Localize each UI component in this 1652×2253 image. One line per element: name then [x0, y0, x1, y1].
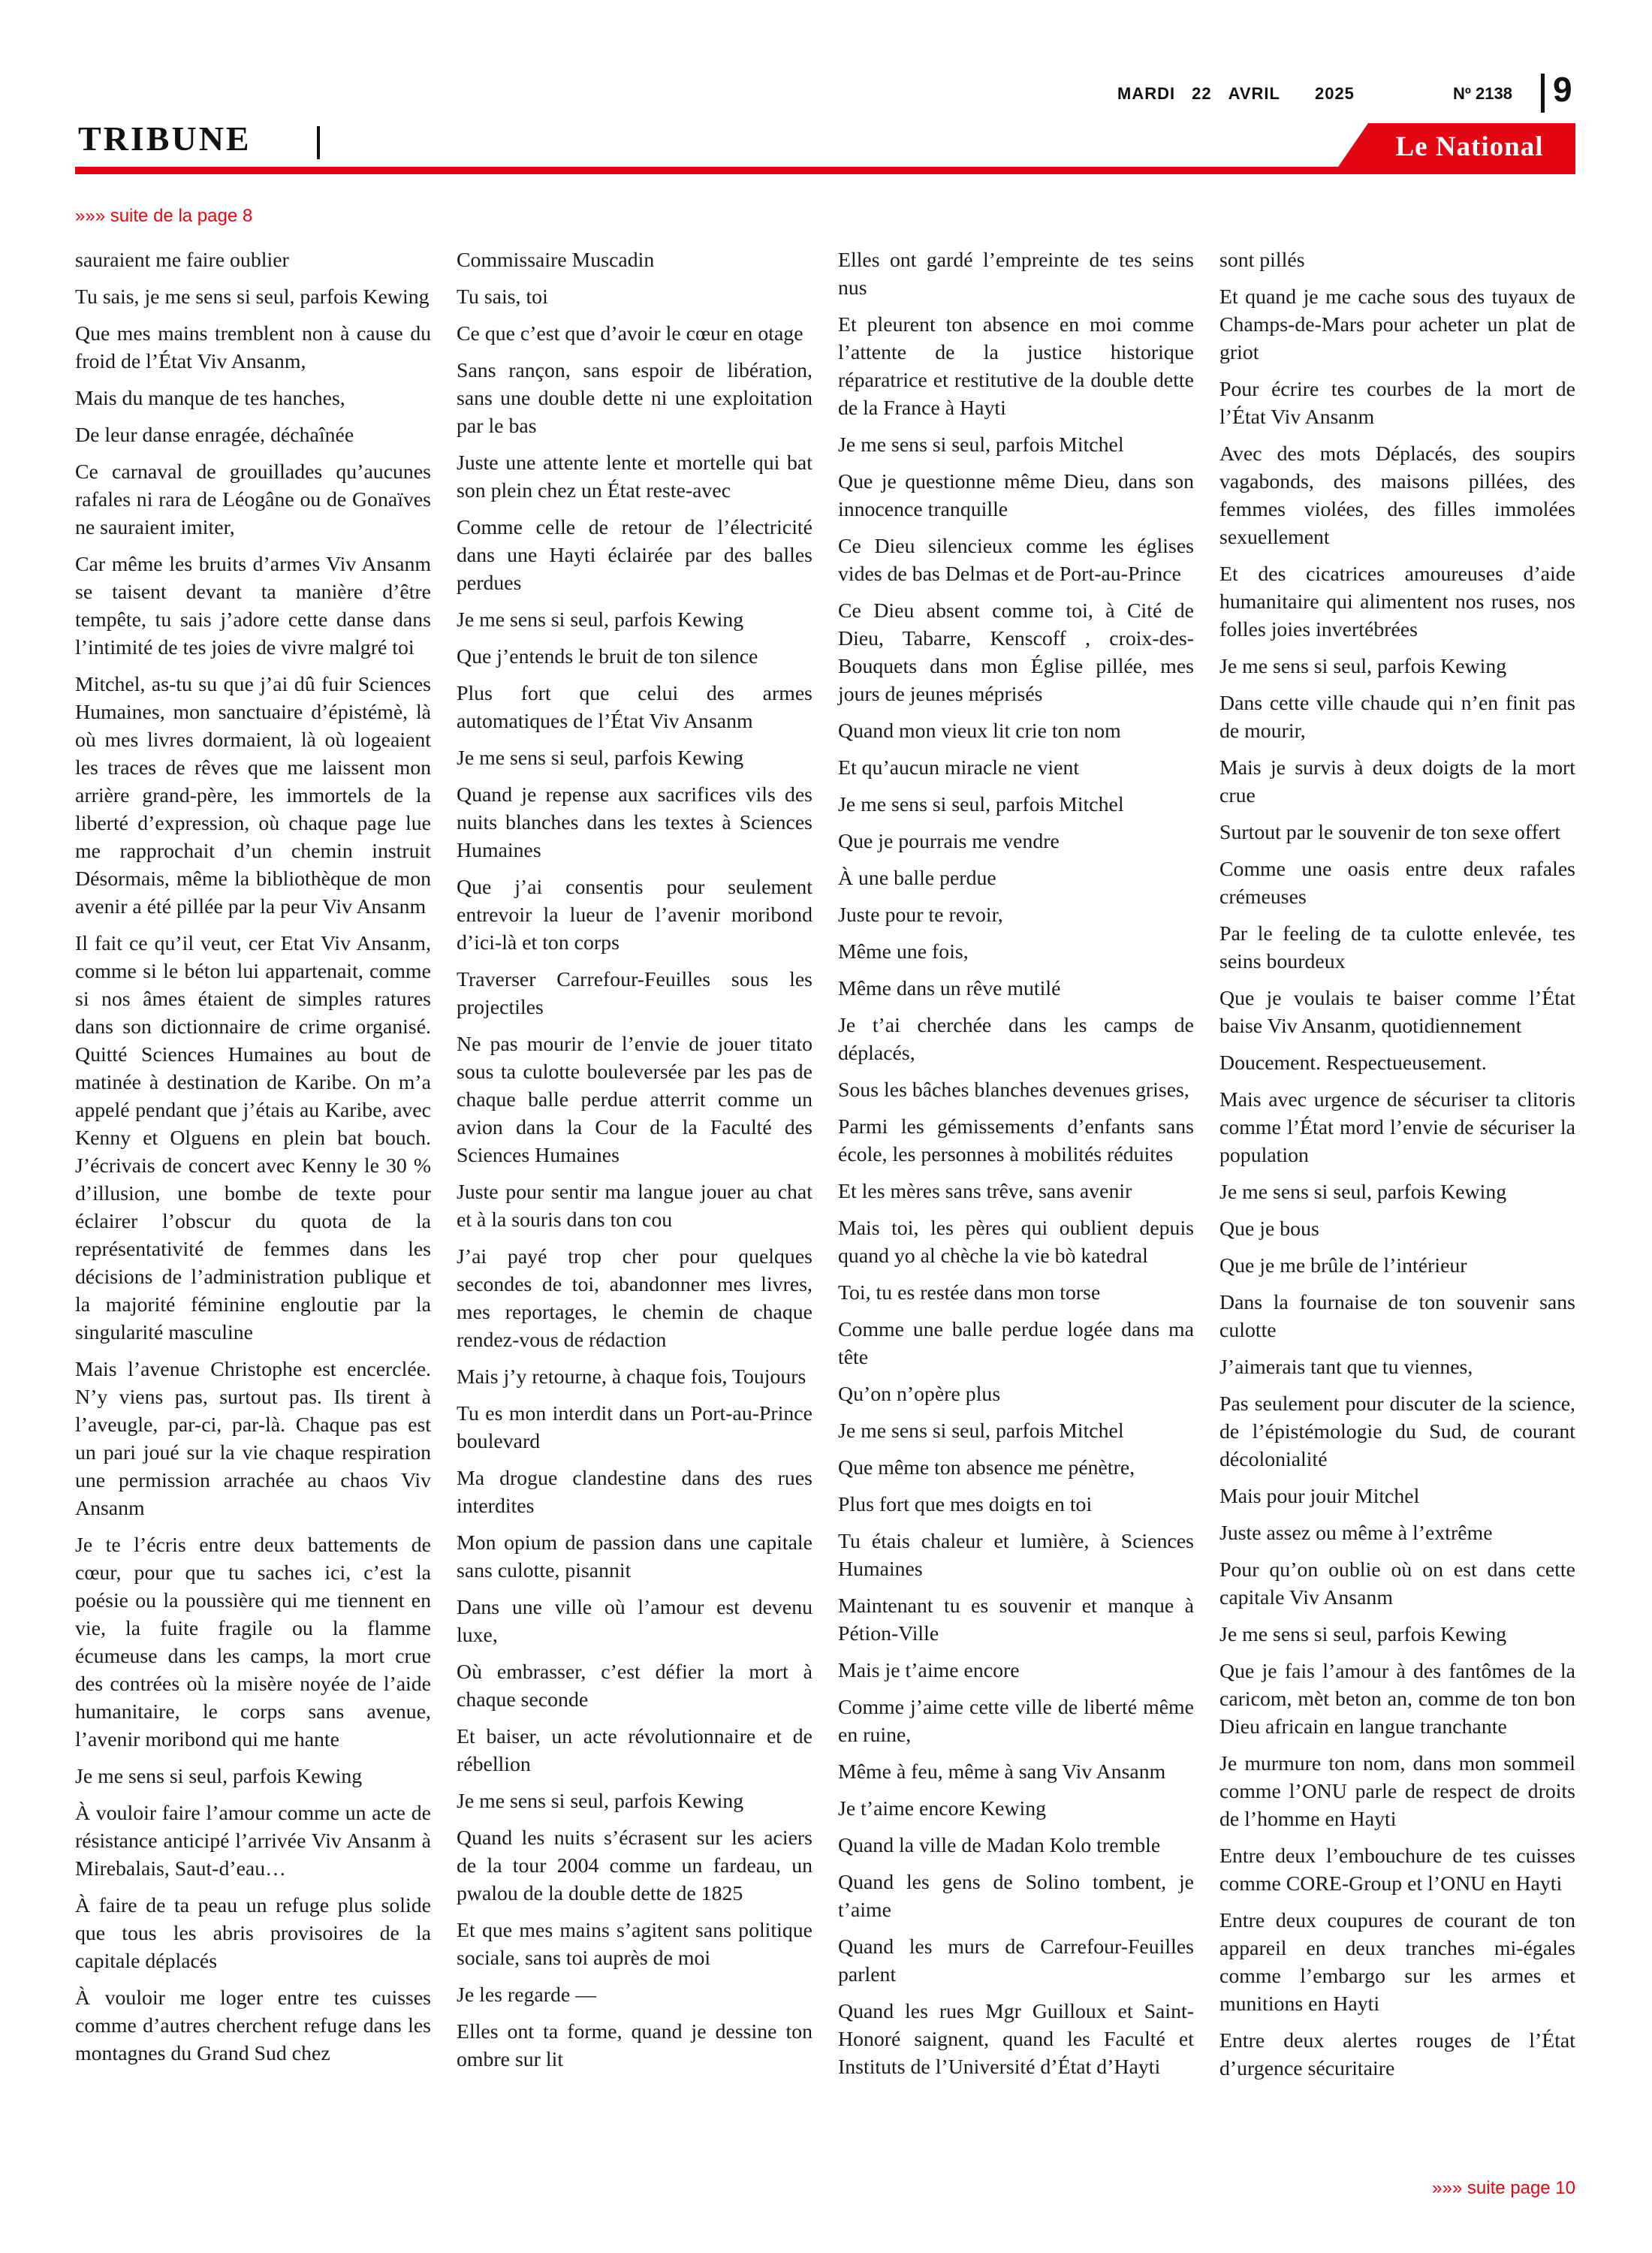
- verse-line: Quand les murs de Carrefour-Feuilles parlent: [838, 1935, 1194, 1986]
- article-column-2: [457, 246, 812, 2083]
- verse-line: Toi, tu es restée dans mon torse: [838, 1281, 1101, 1304]
- verse-line: Je me sens si seul, parfois Kewing: [457, 608, 744, 632]
- header-day: MARDI: [1117, 84, 1176, 103]
- verse-line: Je me sens si seul, parfois Kewing: [1219, 655, 1507, 678]
- verse-line: Mais avec urgence de sécuriser ta clitoris comme l’État mord l’envie de sécuriser la population: [1219, 1088, 1575, 1167]
- verse-line: Mais toi, les pères qui oublient depuis quand yo al chèche la vie bò katedral: [838, 1217, 1194, 1268]
- verse-line: Et des cicatrices amoureuses d’aide humanitaire qui alimentent nos ruses, nos folles joies invertébrées: [1219, 562, 1575, 641]
- verse-line: Sous les bâches blanches devenues grises,: [838, 1078, 1189, 1102]
- header-date-number: 22: [1192, 84, 1212, 103]
- verse-line: Mais j’y retourne, à chaque fois, Toujours: [457, 1365, 806, 1389]
- article-column-4: [1219, 246, 1575, 2092]
- verse-line: Je t’ai cherchée dans les camps de déplacés,: [838, 1014, 1194, 1065]
- header-date: [1117, 84, 1355, 104]
- verse-line: Entre deux alertes rouges de l’État d’urgence sécuritaire: [1219, 2029, 1575, 2080]
- verse-line: À vouloir me loger entre tes cuisses comme d’autres cherchent refuge dans les montagnes du Grand Sud chez: [75, 1986, 431, 2065]
- verse-line: J’aimerais tant que tu viennes,: [1219, 1356, 1473, 1379]
- verse-line: Sans rançon, sans espoir de libération, sans une double dette ni une exploitation par le bas: [457, 359, 812, 438]
- verse-line: Elles ont gardé l’empreinte de tes seins nus: [838, 249, 1194, 300]
- verse-line: De leur danse enragée, déchaînée: [75, 424, 354, 447]
- article-column-3: [838, 246, 1194, 2090]
- verse-line: Je murmure ton nom, dans mon sommeil comme l’ONU parle de respect de droits de l’homme en Hayti: [1219, 1752, 1575, 1831]
- verse-line: Pas seulement pour discuter de la science, de l’épistémologie du Sud, de courant décolonialité: [1219, 1392, 1575, 1471]
- verse-line: Surtout par le souvenir de ton sexe offert: [1219, 821, 1561, 844]
- verse-line: Traverser Carrefour-Feuilles sous les projectiles: [457, 968, 812, 1019]
- verse-line: Que je voulais te baiser comme l’État baise Viv Ansanm, quotidiennement: [1219, 987, 1575, 1038]
- verse-line: Quand les nuits s’écrasent sur les aciers de la tour 2004 comme un fardeau, un pwalou de la double dette de 1825: [457, 1826, 812, 1905]
- verse-line: Par le feeling de ta culotte enlevée, tes seins bourdeux: [1219, 922, 1575, 973]
- verse-line: Même à feu, même à sang Viv Ansanm: [838, 1760, 1166, 1784]
- verse-line: Tu sais, toi: [457, 285, 548, 309]
- verse-line: Pour qu’on oublie où on est dans cette capitale Viv Ansanm: [1219, 1558, 1575, 1609]
- verse-line: Mais du manque de tes hanches,: [75, 387, 345, 410]
- verse-line: sauraient me faire oublier: [75, 249, 289, 272]
- verse-line: Doucement. Respectueusement.: [1219, 1051, 1487, 1075]
- verse-line: Entre deux coupures de courant de ton appareil en deux tranches mi-égales comme l’embargo sur les armes et munitions en Hayti: [1219, 1909, 1575, 2016]
- verse-line: Pour écrire tes courbes de la mort de l’État Viv Ansanm: [1219, 378, 1575, 429]
- verse-line: Avec des mots Déplacés, des soupirs vagabonds, des maisons pillées, des femmes violées, des filles immolées sexuellement: [1219, 442, 1575, 549]
- verse-line: Quand les rues Mgr Guilloux et Saint-Honoré saignent, quand les Faculté et Instituts de l’Université d’État d’Hayti: [838, 2000, 1194, 2079]
- verse-line: Je me sens si seul, parfois Mitchel: [838, 433, 1124, 457]
- verse-line: Juste pour sentir ma langue jouer au chat et à la souris dans ton cou: [457, 1181, 812, 1232]
- verse-line: Mon opium de passion dans une capitale sans culotte, pisannit: [457, 1531, 812, 1582]
- verse-line: Et qu’aucun miracle ne vient: [838, 756, 1080, 780]
- verse-line: À vouloir faire l’amour comme un acte de résistance anticipé l’arrivée Viv Ansanm à Mirebalais, Saut-d’eau…: [75, 1802, 431, 1881]
- verse-line: Juste une attente lente et mortelle qui bat son plein chez un État reste-avec: [457, 451, 812, 502]
- issue-number: Nº 2138: [1453, 84, 1512, 103]
- verse-line: Ne pas mourir de l’envie de jouer titato sous ta culotte bouleversée par les pas de chaque balle perdue atterrit comme un avion dans la Cour de la Faculté des Sciences Humaines: [457, 1033, 812, 1167]
- verse-line: Quand la ville de Madan Kolo tremble: [838, 1834, 1161, 1857]
- verse-line: Mitchel, as-tu su que j’ai dû fuir Sciences Humaines, mon sanctuaire d’épistémè, là où mes livres dormaient, là où logeaient les traces de rêves que me laissent mon arrière grand-père, les immortels de la liberté d’expression, où chaque page lue me rapprochait d’un chemin instruit Désormais, même la bibliothèque de mon avenir a été pillée par la peur Viv Ansanm: [75, 673, 431, 918]
- page-number: 9: [1553, 70, 1572, 109]
- verse-line: Je te l’écris entre deux battements de cœur, pour que tu saches ici, c’est la poésie ou la poussière qui me tiennent en vie, la fuite fragile ou la flamme écumeuse dans les camps, la mort crue des contrées où la misère noyée de l’aide humanitaire, le corps sans avenue, l’avenir moribond qui me hante: [75, 1534, 431, 1751]
- header-month: AVRIL: [1228, 84, 1280, 103]
- verse-line: Plus fort que mes doigts en toi: [838, 1493, 1093, 1516]
- brand-label: Le National: [1395, 131, 1544, 162]
- verse-line: Et les mères sans trêve, sans avenir: [838, 1180, 1132, 1203]
- verse-line: Que j’ai consentis pour seulement entrevoir la lueur de l’avenir moribond d’ici-là et ton corps: [457, 876, 812, 955]
- verse-line: Ce Dieu absent comme toi, à Cité de Dieu, Tabarre, Kenscoff , croix-des-Bouquets dans mon Église pillée, mes jours de jeunes méprisés: [838, 599, 1194, 706]
- header-divider: [1541, 74, 1545, 113]
- verse-line: Ma drogue clandestine dans des rues interdites: [457, 1467, 812, 1518]
- verse-line: À faire de ta peau un refuge plus solide que tous les abris provisoires de la capitale déplacés: [75, 1894, 431, 1973]
- verse-line: Il fait ce qu’il veut, cer Etat Viv Ansanm, comme si le béton lui appartenait, comme si nos âmes étaient de simples ratures dans son dictionnaire de crime organisé. Quitté Sciences Humaines au bout de matinée à destination de Karibe. On m’a appelé pendant que j’étais au Karibe, avec Kenny et Olguens en plein bat bouch. J’écrivais de concert avec Kenny le 30 % d’illusion, une bombe de texte pour éclairer l’obscur du quota de la représentativité de femmes dans les décisions de l’administration publique et la majorité féminine engloutie par la singularité masculine: [75, 932, 431, 1344]
- verse-line: Même une fois,: [838, 940, 969, 964]
- verse-line: Je me sens si seul, parfois Kewing: [1219, 1623, 1507, 1646]
- verse-line: Maintenant tu es souvenir et manque à Pétion-Ville: [838, 1594, 1194, 1645]
- verse-line: Mais l’avenue Christophe est encerclée. N’y viens pas, surtout pas. Ils tirent à l’aveugle, par-ci, par-là. Chaque pas est un pari joué sur la vie chaque respiration une permission arrachée au chaos Viv Ansanm: [75, 1358, 431, 1520]
- verse-line: Qu’on n’opère plus: [838, 1383, 1001, 1406]
- verse-line: À une balle perdue: [838, 867, 996, 890]
- verse-line: Mais je survis à deux doigts de la mort crue: [1219, 756, 1575, 807]
- verse-line: Que je pourrais me vendre: [838, 830, 1060, 853]
- verse-line: Que je me brûle de l’intérieur: [1219, 1254, 1467, 1277]
- verse-line: Que je fais l’amour à des fantômes de la caricom, mèt beton an, comme de ton bon Dieu africain en langue tranchante: [1219, 1660, 1575, 1739]
- verse-line: Je me sens si seul, parfois Kewing: [1219, 1181, 1507, 1204]
- section-divider: [317, 126, 320, 159]
- verse-line: Comme j’aime cette ville de liberté même en ruine,: [838, 1696, 1194, 1747]
- verse-line: Et baiser, un acte révolutionnaire et de rébellion: [457, 1725, 812, 1776]
- verse-line: Juste assez ou même à l’extrême: [1219, 1522, 1493, 1545]
- verse-line: Parmi les gémissements d’enfants sans école, les personnes à mobilités réduites: [838, 1115, 1194, 1166]
- verse-line: Je me sens si seul, parfois Mitchel: [838, 1419, 1124, 1443]
- verse-line: Elles ont ta forme, quand je dessine ton ombre sur lit: [457, 2020, 812, 2071]
- verse-line: Comme celle de retour de l’électricité dans une Hayti éclairée par des balles perdues: [457, 516, 812, 595]
- continued-to-link[interactable]: »»» suite page 10: [1432, 2178, 1575, 2198]
- verse-line: Que je questionne même Dieu, dans son innocence tranquille: [838, 470, 1194, 521]
- verse-line: Que je bous: [1219, 1217, 1319, 1241]
- verse-line: Même dans un rêve mutilé: [838, 977, 1061, 1000]
- verse-line: Je les regarde —: [457, 1983, 597, 2007]
- continued-from-link[interactable]: »»» suite de la page 8: [75, 206, 253, 226]
- verse-line: J’ai payé trop cher pour quelques secondes de toi, abandonner mes livres, mes reportages, le chemin de chaque rendez-vous de rédaction: [457, 1245, 812, 1352]
- section-title: TRIBUNE: [78, 119, 252, 158]
- verse-line: Quand les gens de Solino tombent, je t’aime: [838, 1871, 1194, 1922]
- verse-line: Car même les bruits d’armes Viv Ansanm se taisent devant ta manière d’être tempête, tu sais j’adore cette danse dans l’intimité de tes joies de vivre malgré toi: [75, 553, 431, 659]
- verse-line: Que même ton absence me pénètre,: [838, 1456, 1135, 1479]
- verse-line: Je t’aime encore Kewing: [838, 1797, 1047, 1820]
- verse-line: Je me sens si seul, parfois Kewing: [457, 1790, 744, 1813]
- verse-line: Tu es mon interdit dans un Port-au-Prince boulevard: [457, 1402, 812, 1453]
- verse-line: Que mes mains tremblent non à cause du froid de l’État Viv Ansanm,: [75, 322, 431, 373]
- verse-line: Comme une oasis entre deux rafales crémeuses: [1219, 858, 1575, 909]
- verse-line: Quand mon vieux lit crie ton nom: [838, 719, 1121, 743]
- verse-line: Tu étais chaleur et lumière, à Sciences Humaines: [838, 1530, 1194, 1581]
- verse-line: Dans la fournaise de ton souvenir sans culotte: [1219, 1291, 1575, 1342]
- verse-line: Comme une balle perdue logée dans ma tête: [838, 1318, 1194, 1369]
- verse-line: Quand je repense aux sacrifices vils des nuits blanches dans les textes à Sciences Humaines: [457, 783, 812, 862]
- verse-line: Plus fort que celui des armes automatiques de l’État Viv Ansanm: [457, 682, 812, 733]
- verse-line: Et pleurent ton absence en moi comme l’attente de la justice historique réparatrice et restitutive de la double dette de la France à Hayti: [838, 313, 1194, 420]
- verse-line: Mais je t’aime encore: [838, 1659, 1020, 1682]
- verse-line: Je me sens si seul, parfois Mitchel: [838, 793, 1124, 816]
- verse-line: Ce carnaval de grouillades qu’aucunes rafales ni rara de Léogâne ou de Gonaïves ne sauraient imiter,: [75, 460, 431, 539]
- verse-line: sont pillés: [1219, 249, 1305, 272]
- verse-line: Je me sens si seul, parfois Kewing: [457, 746, 744, 770]
- verse-line: Et que mes mains s’agitent sans politique sociale, sans toi auprès de moi: [457, 1919, 812, 1970]
- verse-line: Juste pour te revoir,: [838, 903, 1003, 927]
- verse-line: Mais pour jouir Mitchel: [1219, 1485, 1420, 1508]
- verse-line: Je me sens si seul, parfois Kewing: [75, 1765, 363, 1788]
- verse-line: Commissaire Muscadin: [457, 249, 655, 272]
- article-column-1: [75, 246, 431, 2077]
- verse-line: Où embrasser, c’est défier la mort à chaque seconde: [457, 1660, 812, 1712]
- verse-line: Que j’entends le bruit de ton silence: [457, 645, 758, 668]
- verse-line: Entre deux l’embouchure de tes cuisses comme CORE-Group et l’ONU en Hayti: [1219, 1844, 1575, 1896]
- verse-line: Ce Dieu silencieux comme les églises vides de bas Delmas et de Port-au-Prince: [838, 535, 1194, 586]
- verse-line: Tu sais, je me sens si seul, parfois Kewing: [75, 285, 430, 309]
- verse-line: Dans cette ville chaude qui n’en finit pas de mourir,: [1219, 692, 1575, 743]
- header-year: 2025: [1314, 84, 1355, 103]
- verse-line: Ce que c’est que d’avoir le cœur en otage: [457, 322, 803, 345]
- verse-line: Et quand je me cache sous des tuyaux de Champs-de-Mars pour acheter un plat de griot: [1219, 285, 1575, 364]
- verse-line: Dans une ville où l’amour est devenu luxe,: [457, 1596, 812, 1647]
